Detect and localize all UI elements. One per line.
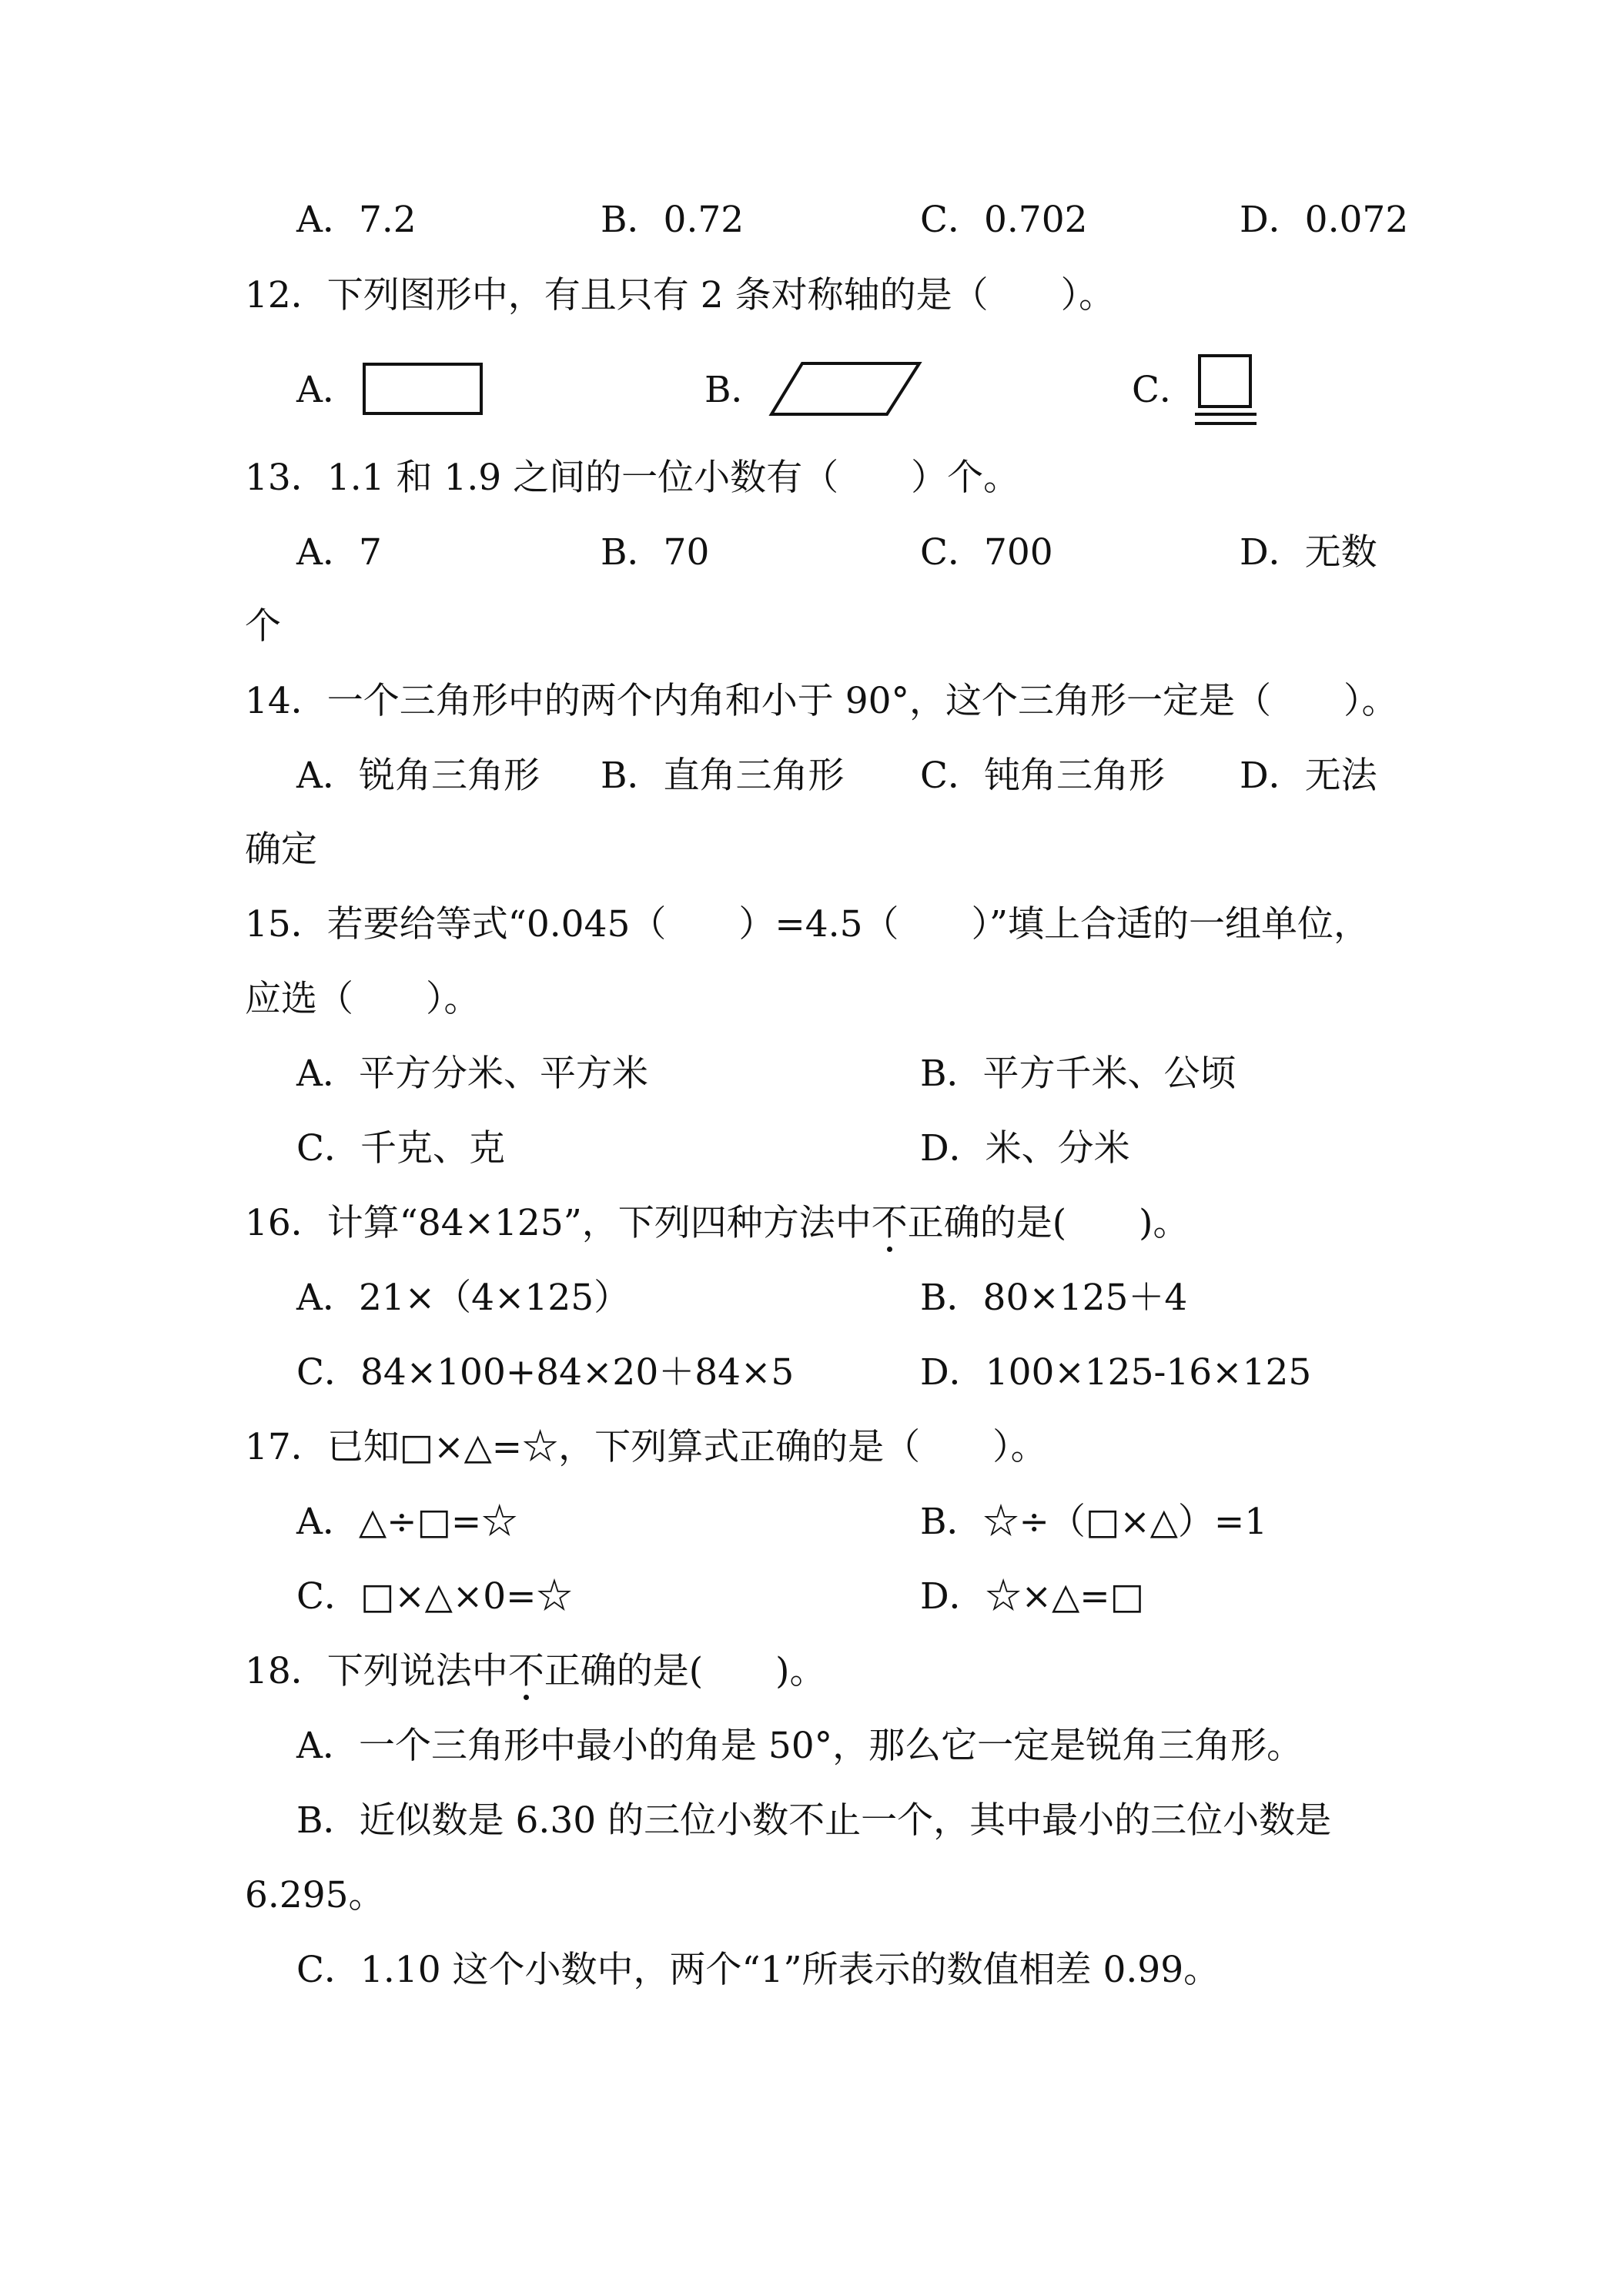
square-figure	[1193, 353, 1263, 430]
q18-option-c: C．1.10 这个小数中，两个“1”所表示的数值相差 0.99。	[296, 1949, 1220, 1991]
q17-option-c: C．□×△×0=☆	[296, 1575, 573, 1618]
q12-option-b-label: B．	[704, 369, 768, 411]
q11-option-d: D．0.072	[1240, 199, 1409, 241]
q16-option-d: D．100×125-16×125	[920, 1351, 1312, 1394]
q16-option-b: B．80×125＋4	[920, 1277, 1188, 1319]
q17-stem: 17．已知□×△=☆，下列算式正确的是（ ）。	[245, 1426, 1047, 1468]
q13-stem: 13．1.1 和 1.9 之间的一位小数有（ ）个。	[245, 457, 1020, 499]
q12-option-c-label: C．	[1132, 369, 1196, 411]
q15-option-d: D．米、分米	[920, 1127, 1130, 1170]
q14-option-b: B．直角三角形	[601, 755, 845, 797]
q15-option-c: C．千克、克	[296, 1127, 505, 1170]
q18-option-b: B．近似数是 6.30 的三位小数不止一个，其中最小的三位小数是	[296, 1799, 1332, 1842]
rectangle-figure	[362, 362, 485, 417]
q16-option-a: A．21×（4×125）	[296, 1277, 631, 1319]
q14-option-d-continuation: 确定	[245, 828, 317, 871]
q18-option-a: A．一个三角形中最小的角是 50°，那么它一定是锐角三角形。	[296, 1725, 1303, 1767]
q18-stem-after: 正确的是( )。	[544, 1650, 826, 1692]
q16-stem-emphasis: 不	[871, 1202, 908, 1244]
q16-option-c: C．84×100+84×20＋84×5	[296, 1351, 795, 1394]
q15-option-a: A．平方分米、平方米	[296, 1053, 648, 1095]
q18-stem	[245, 1650, 826, 1692]
q14-option-d: D．无法	[1240, 755, 1377, 797]
q15-stem-line2: 应选（ ）。	[245, 978, 480, 1020]
q11-option-a: A．7.2	[296, 199, 417, 241]
q14-stem: 14．一个三角形中的两个内角和小于 90°，这个三角形一定是（ ）。	[245, 680, 1398, 722]
q13-option-a: A．7	[296, 531, 382, 574]
q16-stem-before: 16．计算“84×125”，下列四种方法中	[245, 1202, 872, 1244]
q16-stem-after: 正确的是( )。	[907, 1202, 1190, 1244]
q17-option-d: D．☆×△=□	[920, 1575, 1144, 1618]
q13-option-c: C．700	[920, 531, 1053, 574]
q18-option-b-continuation: 6.295。	[245, 1874, 385, 1916]
q14-option-a: A．锐角三角形	[296, 755, 540, 797]
q17-option-a: A．△÷□=☆	[296, 1501, 518, 1543]
q12-option-a-label: A．	[296, 369, 359, 411]
q18-stem-emphasis: 不	[507, 1650, 544, 1692]
q13-option-d-continuation: 个	[245, 605, 281, 648]
q13-option-d: D．无数	[1240, 531, 1377, 574]
q18-stem-before: 18．下列说法中	[245, 1650, 508, 1692]
parallelogram-figure	[770, 360, 924, 419]
q16-stem	[245, 1202, 1190, 1244]
q11-option-c: C．0.702	[920, 199, 1088, 241]
q12-stem: 12．下列图形中，有且只有 2 条对称轴的是（ ）。	[245, 274, 1116, 316]
q15-stem: 15．若要给等式“0.045（ ）=4.5（ ）”填上合适的一组单位，	[245, 903, 1370, 946]
q11-option-b: B．0.72	[601, 199, 745, 241]
q17-option-b: B．☆÷（□×△）=1	[920, 1501, 1268, 1543]
q13-option-b: B．70	[601, 531, 710, 574]
q15-option-b: B．平方千米、公顷	[920, 1053, 1236, 1095]
q14-option-c: C．钝角三角形	[920, 755, 1165, 797]
